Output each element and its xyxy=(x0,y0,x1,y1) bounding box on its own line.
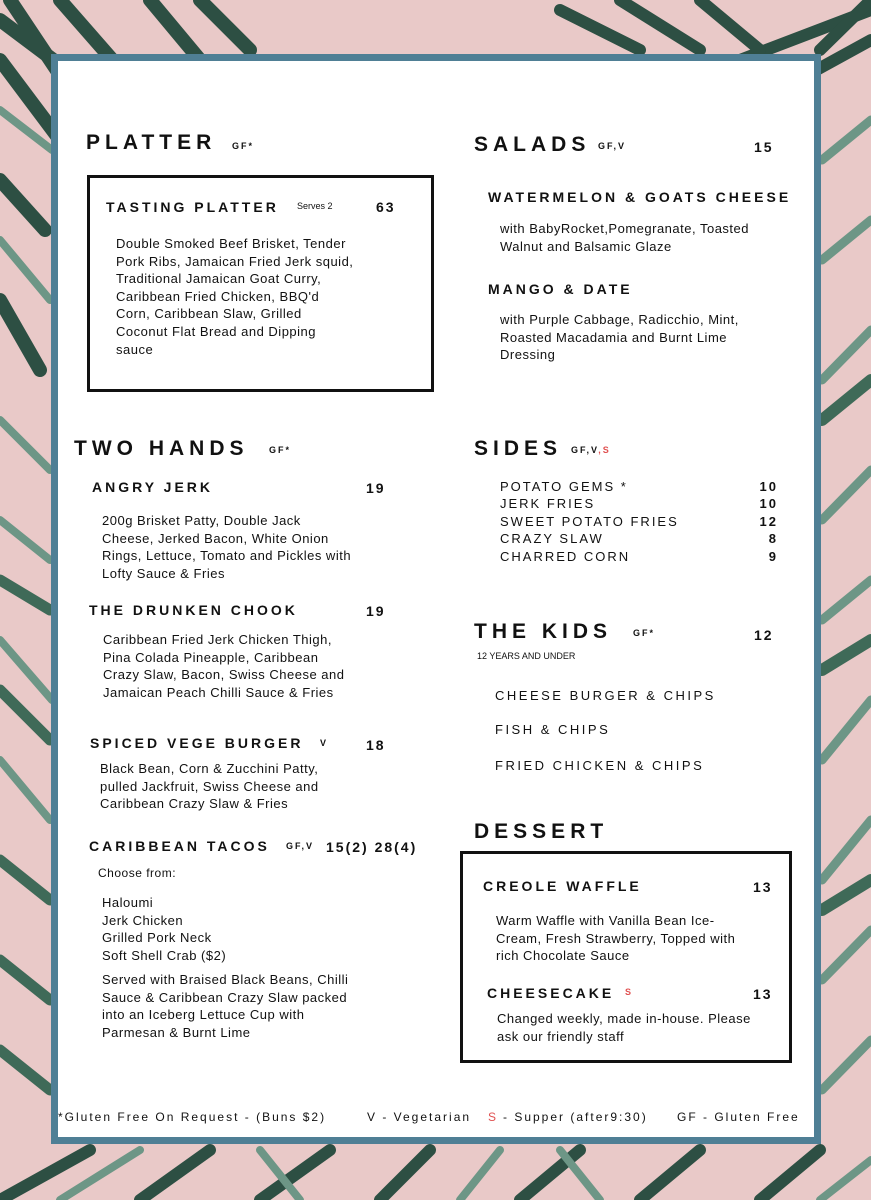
drunken-chook-desc: Caribbean Fried Jerk Chicken Thigh, Pina Colada Pineapple, Caribbean Crazy Slaw, Bacon, Swiss Cheese and Jamaican Peach Chilli Sauce & Fries xyxy=(103,632,345,700)
tacos-price: 15(2) 28(4) xyxy=(326,839,418,855)
taco-option: Soft Shell Crab ($2) xyxy=(102,947,227,963)
taco-option: Grilled Pork Neck xyxy=(102,930,212,946)
kids-price: 12 xyxy=(754,627,774,643)
creole-waffle-desc: Warm Waffle with Vanilla Bean Ice-Cream, Fresh Strawberry, Topped with rich Chocolate Sauce xyxy=(496,913,736,964)
kids-item: FRIED CHICKEN & CHIPS xyxy=(495,758,705,773)
footer-gf-key: GF - Gluten Free xyxy=(677,1110,800,1124)
salads-tag: GF,V xyxy=(598,141,627,151)
two-hands-tag: GF* xyxy=(269,445,292,455)
vege-burger-name: SPICED VEGE BURGER xyxy=(90,735,304,751)
menu-card xyxy=(51,54,821,1144)
cheesecake-tag: S xyxy=(625,987,634,997)
drunken-chook-price: 19 xyxy=(366,603,386,619)
vege-burger-tag: V xyxy=(320,738,329,748)
tacos-options xyxy=(102,894,322,964)
salad-mango-name: MANGO & DATE xyxy=(488,281,633,297)
kids-note: 12 YEARS AND UNDER xyxy=(477,651,576,661)
tasting-platter-desc: Double Smoked Beef Brisket, Tender Pork Ribs, Jamaican Fried Jerk squid, Traditional Jamaican Goat Curry, Caribbean Fried Chicken, BBQ'd Corn, Caribbean Slaw, Grilled Coconut Flat Bread and Dipping sauce xyxy=(116,236,354,357)
platter-tag: GF* xyxy=(232,141,255,151)
taco-option: Jerk Chicken xyxy=(102,912,184,928)
angry-jerk-desc: 200g Brisket Patty, Double Jack Cheese, Jerked Bacon, White Onion Rings, Lettuce, Tomato and Pickles with Lofty Sauce & Fries xyxy=(102,513,352,581)
tasting-platter-name: TASTING PLATTER xyxy=(106,199,279,215)
tasting-platter-price: 63 xyxy=(376,199,396,215)
creole-waffle-price: 13 xyxy=(753,879,773,895)
tasting-platter-box xyxy=(87,175,434,392)
cheesecake-desc: Changed weekly, made in-house. Please ask our friendly staff xyxy=(497,1011,751,1044)
drunken-chook-name: THE DRUNKEN CHOOK xyxy=(89,602,298,618)
kids-tag: GF* xyxy=(633,628,656,638)
footer-s-letter: S xyxy=(488,1110,499,1124)
angry-jerk-price: 19 xyxy=(366,480,386,496)
kids-item: CHEESE BURGER & CHIPS xyxy=(495,688,716,703)
tacos-choose: Choose from: xyxy=(98,866,177,880)
salad-watermelon-name: WATERMELON & GOATS CHEESE xyxy=(488,189,792,205)
dessert-box xyxy=(460,851,792,1063)
side-row: CHARRED CORN 9 xyxy=(500,549,778,564)
tacos-desc: Served with Braised Black Beans, Chilli Sauce & Caribbean Crazy Slaw packed into an Iceberg Lettuce Cup with Parmesan & Burnt Lime xyxy=(102,972,349,1040)
tacos-tag: GF,V xyxy=(286,841,315,851)
cheesecake-price: 13 xyxy=(753,986,773,1002)
tasting-platter-note: Serves 2 xyxy=(297,201,333,211)
two-hands-title: TWO HANDS xyxy=(74,437,249,460)
salads-price: 15 xyxy=(754,139,774,155)
taco-option: Haloumi xyxy=(102,895,154,910)
kids-item: FISH & CHIPS xyxy=(495,722,611,737)
footer-s-note: - Supper (after9:30) xyxy=(503,1110,648,1124)
dessert-title: DESSERT xyxy=(474,820,609,843)
footer-gf-note: *Gluten Free On Request - (Buns $2) xyxy=(58,1110,327,1124)
side-row: POTATO GEMS * 10 xyxy=(500,479,778,494)
angry-jerk-name: ANGRY JERK xyxy=(92,479,214,495)
sides-tag: GF,V,S xyxy=(571,445,611,455)
creole-waffle-name: CREOLE WAFFLE xyxy=(483,878,642,894)
salads-title: SALADS xyxy=(474,133,591,156)
footer-v-note: V - Vegetarian xyxy=(367,1110,472,1124)
sides-title: SIDES xyxy=(474,437,563,460)
side-row: CRAZY SLAW 8 xyxy=(500,531,778,546)
salad-mango-desc: with Purple Cabbage, Radicchio, Mint, Roasted Macadamia and Burnt Lime Dressing xyxy=(500,312,739,363)
side-row: SWEET POTATO FRIES 12 xyxy=(500,514,778,529)
vege-burger-price: 18 xyxy=(366,737,386,753)
kids-title: THE KIDS xyxy=(474,620,613,643)
side-row: JERK FRIES 10 xyxy=(500,496,778,511)
platter-title: PLATTER xyxy=(86,131,217,154)
cheesecake-name: CHEESECAKE xyxy=(487,985,615,1001)
tacos-name: CARIBBEAN TACOS xyxy=(89,838,270,854)
vege-burger-desc: Black Bean, Corn & Zucchini Patty, pulled Jackfruit, Swiss Cheese and Caribbean Crazy Slaw & Fries xyxy=(100,761,319,812)
salad-watermelon-desc: with BabyRocket,Pomegranate, Toasted Walnut and Balsamic Glaze xyxy=(500,221,750,254)
